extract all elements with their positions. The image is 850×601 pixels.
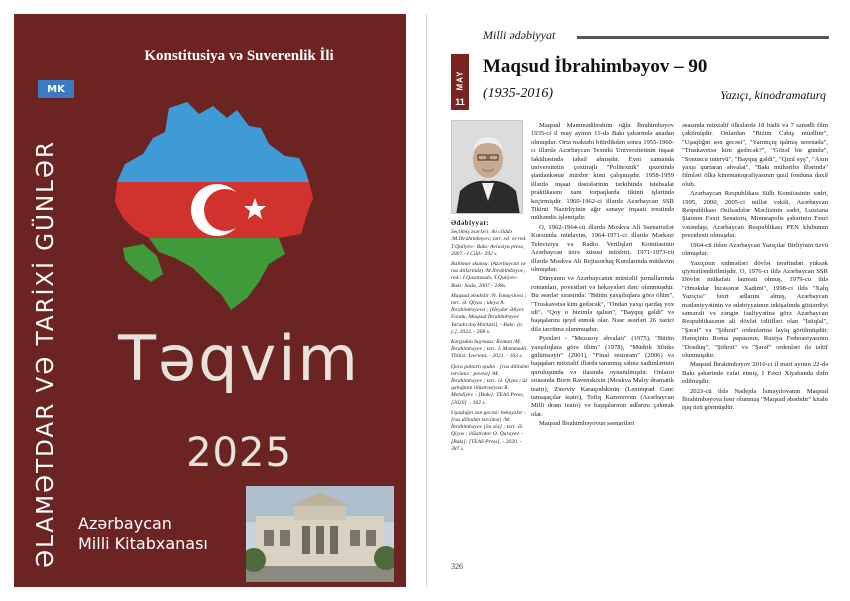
article-years: (1935-2016) bbox=[483, 86, 553, 101]
page-number: 326 bbox=[451, 562, 463, 571]
article-paragraph: Maqsud İbrahimbəyov 2016-cı il mart ayının 22-də Bakı şəhərində vəfat etmiş, I Fəxri Xiyabanda dəfn edilmişdir. bbox=[682, 361, 828, 386]
azerbaijan-flag-map bbox=[109, 98, 319, 313]
cover-heading: Konstitusiya və Suverenlik İli bbox=[144, 48, 334, 64]
bibliography-entry: Seçilmiş əsərləri: iki cilddə /M.İbrahimbəyov; tərt. ed. və red. T.Quliyev.- Bakı: Avrasiya press, 2007.- I Cild.- 392 s. bbox=[451, 229, 527, 257]
cover-library-line1: Azərbaycan bbox=[78, 514, 172, 533]
bibliography-heading: Ədəbiyyat: bbox=[451, 219, 490, 227]
author-portrait-icon bbox=[452, 121, 523, 214]
map-exclave bbox=[123, 244, 163, 282]
bibliography bbox=[451, 220, 529, 456]
library-logo: MK bbox=[38, 80, 74, 98]
article-paragraph: Pyesləri - "Mezazoy əhvalatı" (1975), "Bütün yaxşılıqlara görə ölüm" (1978), "Müdrik Sfinks gülümsəyir" (2001), "Final restoranı" (2006) və başqaları müxtəlif illərdə tanınmış səhnə xadimlərinin quruluşunda və ifasında oynanılmışdır. Onların sırasında Boris Ravenskixin (Moskva Malıy dramatik teatrı), Zinoviy Karaqodskinin (Leninqrad Gənc tamaşaçılar teatrı), Tofiq Kazımovun (Azərbaycan Milli dram teatrı) və başqalarının adlarını çəkmək olar. bbox=[531, 335, 674, 418]
bibliography-entry: Baltimor skunsu: (Azərbaycan və rus dillərində) /M.İbrahimbəyov; red.: İ.Qasımzadə, T.Quliyev.-Bakı: Soda, 2007.- 248s. bbox=[451, 261, 526, 289]
cover-library-line2: Milli Kitabxanası bbox=[78, 534, 208, 553]
bibliography-entry: Maqsud əbədidir /N. İsmayılova ; tərc. Ə. Qiyas ; ideya A. İbrahimbəyova ; [Heydər Əliyev Fondu, Maqsud İbrahimbəyov Yaradıcılıq Mərkəzi]. - Bakı: [n. y.], 2023. - 268 s. bbox=[451, 292, 527, 335]
article-paragraph: Maqsud İbrahimbəyovun ssenariləri bbox=[539, 420, 635, 428]
article-roles: Yazıçı, kinodramaturq bbox=[720, 88, 826, 102]
day-number: 11 bbox=[451, 94, 469, 110]
article-title: Maqsud İbrahimbəyov – 90 bbox=[483, 56, 708, 77]
calendar-page bbox=[426, 14, 840, 587]
section-rule bbox=[577, 36, 829, 39]
section-label: Milli ədəbiyyat bbox=[483, 28, 556, 42]
book-cover bbox=[14, 14, 406, 587]
article-paragraph: Yazıçının xidmətləri dövlət tərəfindən yüksək qiymətləndirilmişdir. O, 1976-cı ildə Azərbaycan SSR Dövlət mükafatı laureatı olmuş, 1979-cu ildə "Əməkdar İncəsənət Xadimi", 1998-ci ildə "Xalq Yazıçısı" fəxri adlarını almış, Azərbaycan mədəniyyətinin və ədəbiyyatının inkişafında göstərdiyi səmərəli və zəngin fəaliyyətinə görə Azərbaycan Respublikasının ali dövlət təltifləri olan "İstiqlal", "Şərəf" və "Şöhrət" ordenlərinə layiq görülmüşdür. Həmçinin Roma papasının, Rusiya Federasiyasının "Dostluq", "Şöhrət" və "Şərəf" ordenləri ilə təltif olunmuşdur. bbox=[682, 259, 828, 359]
cover-vertical-title bbox=[16, 134, 76, 574]
cover-year: 2025 bbox=[186, 430, 292, 476]
cover-title: Təqvim bbox=[118, 322, 360, 395]
article-paragraph: 2023-cü ildə Nadejda İsmayılovanın Maqsud İbrahimbəyova həsr olunmuş "Maqsud əbədidir" kitabı işıq üzü görmüşdür. bbox=[682, 387, 828, 412]
map-blue-band bbox=[117, 102, 309, 182]
library-building-image bbox=[246, 486, 394, 582]
article-paragraph: O, 1962-1964-cü illərdə Moskva Ali Ssenaristlər Kursunda müdavim, 1964-1971-ci illərdə Mərkəzi Televiziya və Radio Verilişləri Komitəsinin Azərbaycan üzrə xüsusi müxbiri, 1971-1973-cü illərdə Moskva Ali Rejissorluq Kurslarında müdavim olmuşdur. bbox=[531, 223, 674, 273]
article-paragraph: 1964-cü ildən Azərbaycan Yazıçılar Birliyinin üzvü olmuşdur. bbox=[682, 241, 828, 258]
month-label: MAY bbox=[455, 69, 465, 91]
article-paragraph: əsasında müxtəlif ölkələrdə 18 bədii və 7 sənədli film çəkilmişdir. Onlardan "Bizim Cəbiş müəllim", "Uşaqlığın son gecəsi", "Yarımçıq qalmış serenada", "Truskavetsə kim gedəcək?", "Gözəl bir gündə", "Sonuncu intervü", "Bayquş gəldi", "Qızıl eyş", "Axın yaxşı qurtaran əhvalat", "Bakı mühəribə illərində" filmləri ölkə kinematoqrafiyasının qızıl fonduna daxil olub. bbox=[682, 122, 828, 188]
map-green-band bbox=[149, 238, 285, 310]
author-photo bbox=[451, 120, 523, 214]
article-paragraph: Azərbaycan Respublikası Sülh Komitəsinin sədri, 1995, 2000, 2005-ci millət vəkili, Azərbaycan Respublikası Əsilzadələr Məclisinin sədri, Luiziana Ştatının Fəxri Senatoru, Minneapolis şəhərinin Fəxri vətəndaşı, Azərbaycan Respublikası PEN klubunun prezidenti olmuşdur. bbox=[682, 190, 828, 240]
article-column-1 bbox=[531, 122, 674, 430]
article-column-2 bbox=[682, 122, 828, 414]
cover-library-name bbox=[78, 514, 248, 554]
bibliography-entry: Uşaqlığın son gecəsi: hekayələr : [rus dilindən tərcümə] /M. İbrahimbəyov [ön söz] ; tərc. Ə. Qiyas ; illüstrator O. Qarayev. - [Bakı]: [TEAS Press]. - 2020. - 387 s. bbox=[451, 409, 526, 452]
bibliography-entry: Qara paltarlı qadın : [rus dilindən tərcümə : povest] /M. İbrahimbəyov ; tərc. Ə. Qiyas ; üz qabığının illüstrasiyası R. Mehdiyev. - [Bakı]: TEAS Press, [2020]. - 162 s. bbox=[451, 363, 529, 406]
cover-vertical-title-text: ƏLAMƏTDAR VƏ TARİXİ GÜNLƏR bbox=[33, 139, 59, 569]
article-paragraph: Dünyanın və Azərbaycanın müxtəlif jurnallarında romanları, povestləri və hekayələri dərc olunmuşdur. Bu əsərlər sırasında: "Bütün yaxşılıqlara görə ölüm", "Truskavetsə kim gedəcək", "Ondan yaxşı qardaş yox idi", "Qoy o bizimlə qalsın", "Bayquş gəldi" və başqalarını qeyd etmək olar. Nəsr əsərləri 26 xarici dilə tərcümə olunmuşdur. bbox=[531, 275, 674, 333]
bibliography-entry: Kərgədan buynuzu: Roman /M. İbrahimbəyov ; tərc. İ. Məmmədli. Tbilisi: İverioni, - 2021. - 163 s. bbox=[451, 339, 528, 360]
article-paragraph: Maqsud Məmmədibrahim oğlu İbrahimbəyov 1935-ci il may ayının 11-də Bakı şəhərində anadan olmuşdur. Orta məktəbi bitirdikdən sonra 1955-1960-cı illərdə Azərbaycan Texniki Universitetinin inşaat fakültəsində təhsil almışdır. Eyni zamanda universitetin çoxtirajlı "Politexnik" qəzetində ştatdankənar müxbir kimi çalışmışdır. 1958-1959 illərdə inşaat dəstələrinin tərkibində istehsalat praktikasını xam torpaqlarda tikinti işlərində keçirmişdir. 1960-1962-ci illərdə Azərbaycan SSR Tikinti Nazirliyinin ağır sənaye inşaatı trestində mühəndis işləmişdir. bbox=[531, 122, 674, 222]
